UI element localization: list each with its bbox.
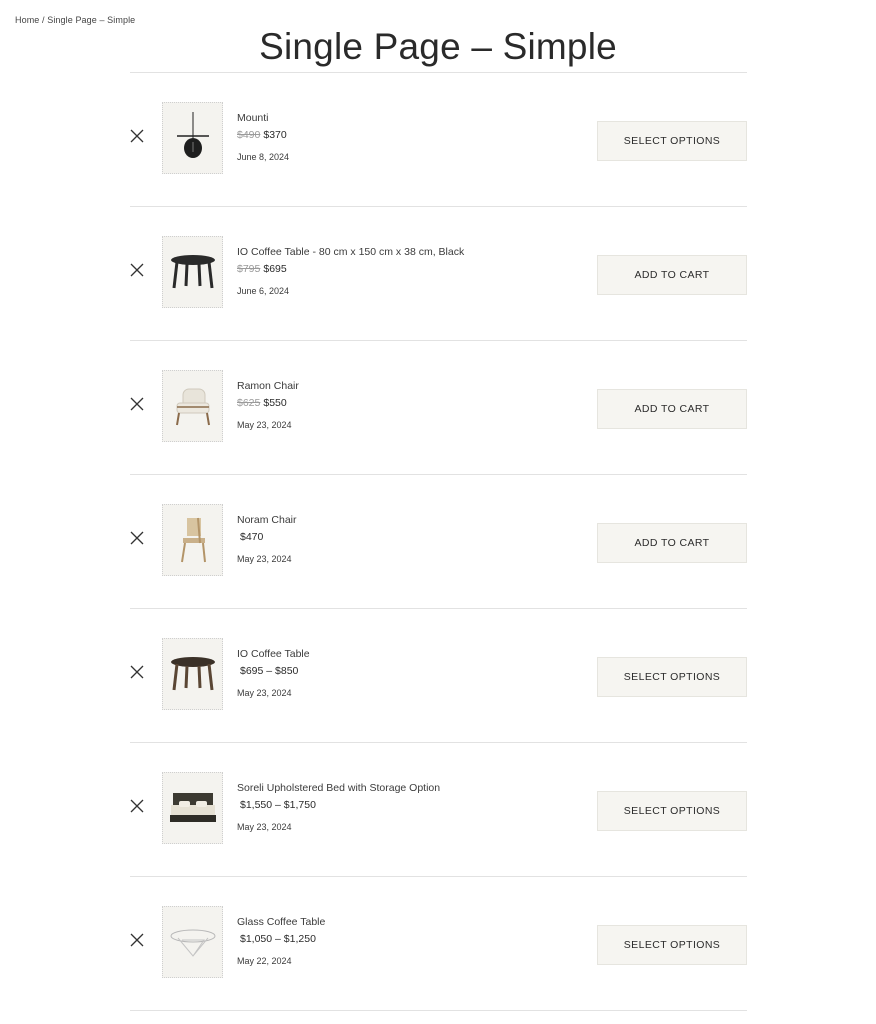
product-thumbnail[interactable] — [162, 772, 223, 844]
product-thumbnail[interactable] — [162, 236, 223, 308]
select-options-button[interactable]: SELECT OPTIONS — [597, 925, 747, 965]
remove-item-close-icon[interactable] — [130, 933, 144, 947]
remove-item-close-icon[interactable] — [130, 263, 144, 277]
product-info — [237, 514, 297, 564]
remove-item-close-icon[interactable] — [130, 531, 144, 545]
current-price: $370 — [263, 129, 287, 141]
product-price — [237, 933, 325, 945]
added-date: May 23, 2024 — [237, 822, 292, 832]
bed-icon — [169, 791, 217, 825]
product-info — [237, 112, 289, 162]
pendant-lamp-icon — [173, 112, 213, 164]
list-item — [130, 341, 747, 475]
current-price: $1,050 – $1,250 — [240, 933, 316, 945]
remove-item-close-icon[interactable] — [130, 397, 144, 411]
product-thumbnail[interactable] — [162, 638, 223, 710]
product-thumbnail[interactable] — [162, 370, 223, 442]
remove-item-close-icon[interactable] — [130, 799, 144, 813]
old-price: $795 — [237, 263, 261, 275]
current-price: $695 — [263, 263, 287, 275]
wooden-chair-icon — [178, 516, 208, 564]
current-price: $550 — [263, 397, 287, 409]
list-item — [130, 475, 747, 609]
product-name-link[interactable]: Mounti — [237, 112, 269, 124]
added-date: June 8, 2024 — [237, 152, 290, 162]
add-to-cart-button[interactable]: ADD TO CART — [597, 255, 747, 295]
page-title: Single Page – Simple — [259, 26, 617, 67]
breadcrumb — [15, 15, 135, 25]
list-item — [130, 207, 747, 341]
list-item — [130, 877, 747, 1011]
current-price: $1,550 – $1,750 — [240, 799, 316, 811]
product-info — [237, 246, 464, 296]
product-price — [237, 397, 299, 409]
current-price: $695 – $850 — [240, 665, 299, 677]
product-thumbnail[interactable] — [162, 504, 223, 576]
breadcrumb-separator: / — [39, 15, 48, 25]
product-thumbnail[interactable] — [162, 906, 223, 978]
product-name-link[interactable]: IO Coffee Table - 80 cm x 150 cm x 38 cm, Black — [237, 246, 465, 258]
select-options-button[interactable]: SELECT OPTIONS — [597, 121, 747, 161]
old-price: $625 — [237, 397, 261, 409]
remove-item-close-icon[interactable] — [130, 129, 144, 143]
product-price — [237, 799, 440, 811]
product-name-link[interactable]: Soreli Upholstered Bed with Storage Option — [237, 782, 441, 794]
added-date: May 23, 2024 — [237, 420, 292, 430]
product-info — [237, 916, 325, 966]
product-info — [237, 648, 310, 698]
current-price: $470 — [240, 531, 264, 543]
product-price — [237, 129, 289, 141]
product-name-link[interactable]: Glass Coffee Table — [237, 916, 326, 928]
list-item — [130, 73, 747, 207]
product-price — [237, 665, 310, 677]
added-date: May 22, 2024 — [237, 956, 292, 966]
old-price: $490 — [237, 129, 261, 141]
product-list — [130, 72, 747, 1011]
select-options-button[interactable]: SELECT OPTIONS — [597, 791, 747, 831]
list-item — [130, 609, 747, 743]
added-date: May 23, 2024 — [237, 554, 292, 564]
added-date: June 6, 2024 — [237, 286, 290, 296]
coffee-table-black-icon — [169, 252, 217, 292]
remove-item-close-icon[interactable] — [130, 665, 144, 679]
breadcrumb-current: Single Page – Simple — [47, 15, 136, 25]
breadcrumb-home-link[interactable]: Home — [15, 15, 40, 25]
product-name-link[interactable]: IO Coffee Table — [237, 648, 310, 660]
lounge-chair-icon — [171, 385, 215, 427]
glass-table-icon — [168, 924, 218, 960]
product-name-link[interactable]: Ramon Chair — [237, 380, 299, 392]
add-to-cart-button[interactable]: ADD TO CART — [597, 523, 747, 563]
product-name-link[interactable]: Noram Chair — [237, 514, 297, 526]
select-options-button[interactable]: SELECT OPTIONS — [597, 657, 747, 697]
product-info — [237, 782, 440, 832]
list-item — [130, 743, 747, 877]
add-to-cart-button[interactable]: ADD TO CART — [597, 389, 747, 429]
product-price — [237, 531, 297, 543]
coffee-table-brown-icon — [169, 654, 217, 694]
added-date: May 23, 2024 — [237, 688, 292, 698]
product-info — [237, 380, 299, 430]
product-price — [237, 263, 464, 275]
product-thumbnail[interactable] — [162, 102, 223, 174]
